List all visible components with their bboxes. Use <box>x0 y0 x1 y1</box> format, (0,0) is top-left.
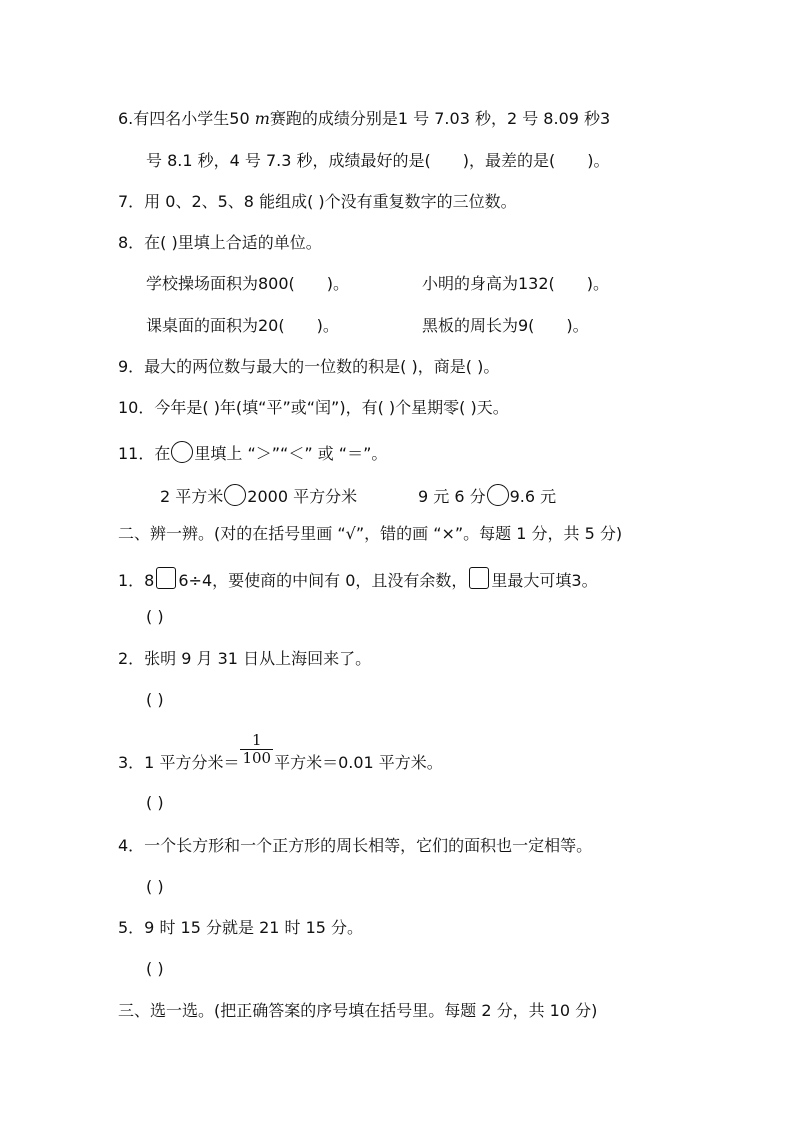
question-9: 9．最大的两位数与最大的一位数的积是( )，商是( )。 <box>118 357 500 376</box>
circle-blank-icon <box>487 484 509 506</box>
square-blank-icon <box>469 567 489 589</box>
question-10: 10．今年是( )年(填“平”或“闰”)，有( )个星期零( )天。 <box>118 398 509 417</box>
compare-right-1: 2000 平方分米 <box>247 487 358 506</box>
question-11-item-1 <box>160 484 357 508</box>
section-2-heading: 二、辨一辨。(对的在括号里画 “√”，错的画 “×”。每题 1 分，共 5 分) <box>118 524 623 543</box>
judge-3-text-b: 平方米＝0.01 平方米。 <box>274 753 443 772</box>
compare-left-1: 2 平方米 <box>160 487 224 506</box>
judge-3-text-a: 3．1 平方分米＝ <box>118 753 240 772</box>
judge-5-answer: ( ) <box>146 959 164 978</box>
compare-right-2: 9.6 元 <box>509 487 557 506</box>
unit-meter: m <box>254 109 270 128</box>
question-11-text-b: 里填上 “＞”“＜” 或 “＝”。 <box>194 444 388 463</box>
judge-3 <box>118 731 443 774</box>
question-8-title: 8．在( )里填上合适的单位。 <box>118 233 322 252</box>
question-6-text-a: 6.有四名小学生50 <box>118 109 255 128</box>
judge-1-text-c: 里最大可填3。 <box>491 571 598 590</box>
question-11-item-2 <box>418 484 556 508</box>
judge-1 <box>118 567 598 592</box>
question-11-text-a: 11．在 <box>118 444 171 463</box>
question-8-b: 小明的身高为132( )。 <box>422 274 610 293</box>
circle-blank-icon <box>224 484 246 506</box>
question-8-c: 课桌面的面积为20( )。 <box>146 316 339 335</box>
question-6-line-2: 号 8.1 秒，4 号 7.3 秒，成绩最好的是( )，最差的是( )。 <box>146 151 610 170</box>
judge-4-answer: ( ) <box>146 877 164 896</box>
question-7: 7．用 0、2、5、8 能组成( )个没有重复数字的三位数。 <box>118 192 517 211</box>
fraction-numerator: 1 <box>252 731 262 749</box>
judge-2: 2．张明 9 月 31 日从上海回来了。 <box>118 649 372 668</box>
question-8-d: 黑板的周长为9( )。 <box>422 316 589 335</box>
judge-3-answer: ( ) <box>146 793 164 812</box>
judge-5: 5．9 时 15 分就是 21 时 15 分。 <box>118 918 364 937</box>
question-6-line-1 <box>118 108 610 130</box>
question-6-text-b: 赛跑的成绩分别是1 号 7.03 秒，2 号 8.09 秒3 <box>269 109 611 128</box>
judge-2-answer: ( ) <box>146 690 164 709</box>
compare-left-2: 9 元 6 分 <box>418 487 486 506</box>
square-blank-icon <box>156 567 176 589</box>
fraction-denominator: 100 <box>242 749 272 767</box>
section-3-heading: 三、选一选。(把正确答案的序号填在括号里。每题 2 分，共 10 分) <box>118 1001 598 1020</box>
circle-blank-icon <box>171 441 193 463</box>
fraction <box>240 731 273 787</box>
judge-1-text-b: 6÷4，要使商的中间有 0，且没有余数， <box>178 571 468 590</box>
judge-1-text-a: 1．8 <box>118 571 155 590</box>
question-8-a: 学校操场面积为800( )。 <box>146 274 350 293</box>
question-11 <box>118 441 387 465</box>
judge-4: 4．一个长方形和一个正方形的周长相等，它们的面积也一定相等。 <box>118 836 593 855</box>
judge-1-answer: ( ) <box>146 607 164 626</box>
